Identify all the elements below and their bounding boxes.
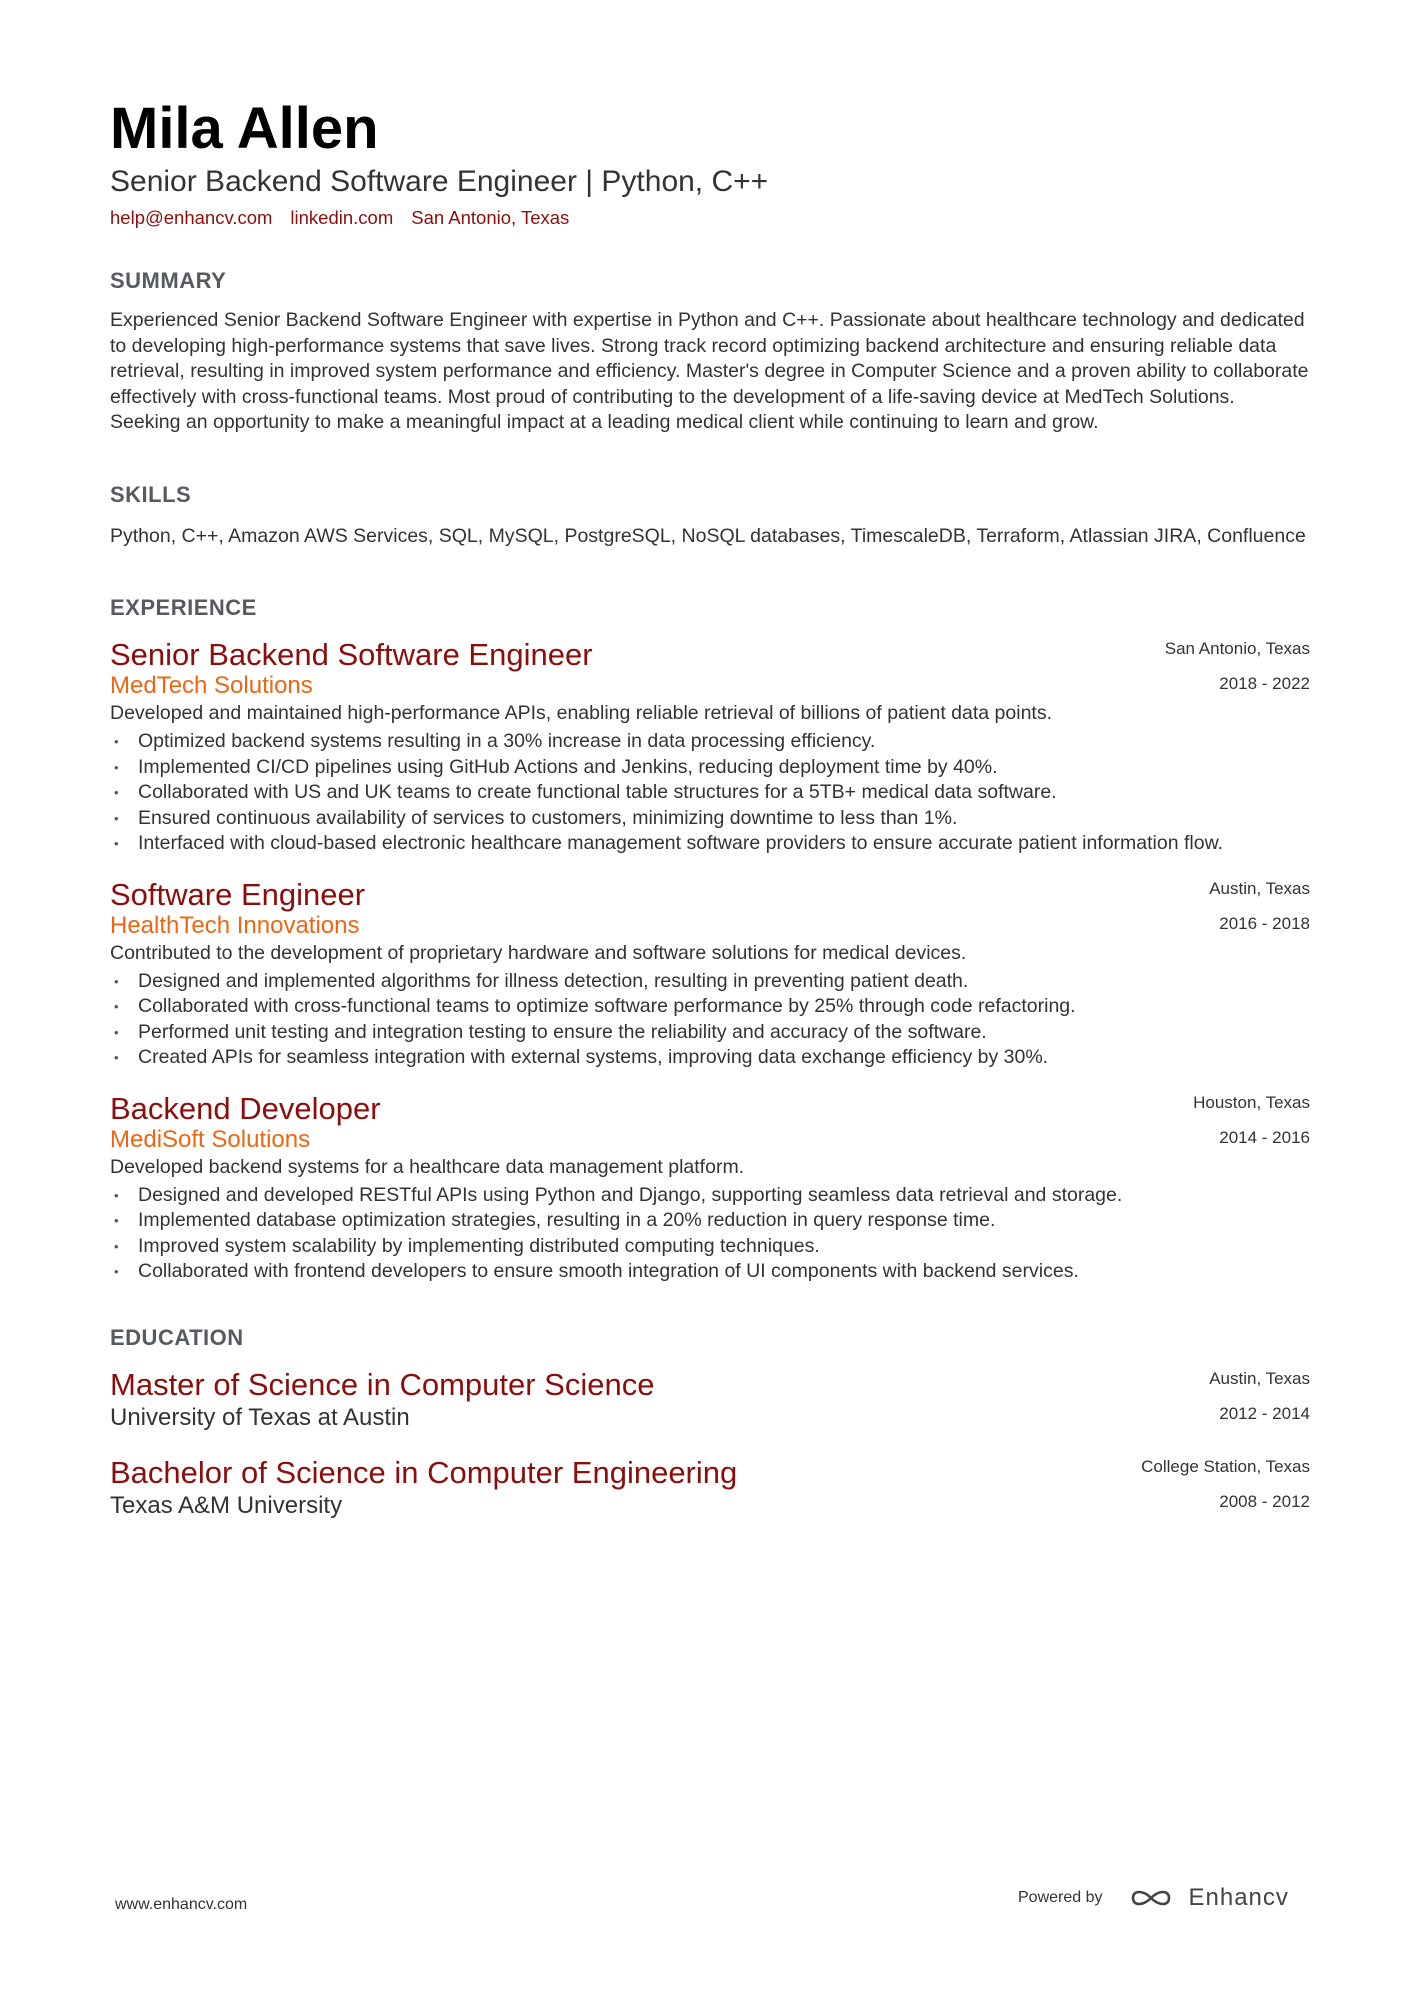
job-bullet: • Interfaced with cloud-based electronic healthcare management software providers to ensure accurate patient information flow. [110,831,1310,857]
candidate-name: Mila Allen [110,96,379,161]
experience-entry [110,1091,1310,1285]
job-dates: 2018 - 2022 [1219,674,1310,693]
job-bullet: • Created APIs for seamless integration with external systems, improving data exchange efficiency by 30%. [110,1045,1310,1071]
job-bullets [110,969,1310,1071]
school-name: University of Texas at Austin [110,1403,410,1431]
education-dates: 2008 - 2012 [1219,1491,1310,1511]
degree-title: Master of Science in Computer Science [110,1366,655,1402]
job-company: HealthTech Innovations [110,911,360,939]
job-bullet: • Designed and developed RESTful APIs using Python and Django, supporting seamless data retrieval and storage. [110,1183,1310,1209]
skills-title: SKILLS [110,481,192,507]
education-meta [1141,1455,1310,1514]
job-location: Houston, Texas [1193,1092,1310,1112]
footer-website[interactable]: www.enhancv.com [115,1896,248,1913]
job-bullet: • Performed unit testing and integration testing to ensure the reliability and accuracy of the software. [110,1020,1310,1046]
job-bullets [110,729,1310,857]
job-bullet: • Collaborated with US and UK teams to create functional table structures for a 5TB+ medical data software. [110,780,1310,806]
job-dates: 2016 - 2018 [1219,913,1310,933]
summary-text: Experienced Senior Backend Software Engineer with expertise in Python and C++. Passionate about healthcare technology and dedicated to developing high-performance systems that save lives. Strong track record optimizing backend architecture and ensuring reliable data retrieval, resulting in improved system performance and efficiency. Master's degree in Computer Science and a proven ability to collaborate effectively with cross-functional teams. Most proud of contributing to the development of a life-saving device at MedTech Solutions. Seeking an opportunity to make a meaningful impact at a leading medical client while continuing to learn and grow. [110,309,1309,433]
brand-link[interactable] [1129,1884,1289,1912]
job-dates: 2014 - 2016 [1219,1127,1310,1147]
job-bullet: • Collaborated with frontend developers to ensure smooth integration of UI components with backend services. [110,1259,1310,1285]
brand-name: Enhancv [1188,1884,1289,1911]
degree-title: Bachelor of Science in Computer Engineering [110,1454,738,1490]
job-description: Developed and maintained high-performance APIs, enabling reliable retrieval of billions of patient data points. [110,702,1052,724]
job-bullets [110,1183,1310,1285]
contact-location: San Antonio, Texas [411,207,570,228]
education-dates: 2012 - 2014 [1219,1403,1310,1423]
summary-section [110,268,1310,436]
job-bullet: • Optimized backend systems resulting in a 30% increase in data processing efficiency. [110,729,1310,755]
job-meta [1193,1091,1310,1150]
job-bullet: • Implemented CI/CD pipelines using GitHub Actions and Jenkins, reducing deployment time by 40%. [110,755,1310,781]
education-section [110,1325,1310,1521]
skills-section [110,482,1310,550]
experience-entry [110,877,1310,1071]
skills-text: Python, C++, Amazon AWS Services, SQL, MySQL, PostgreSQL, NoSQL databases, TimescaleDB, Terraform, Atlassian JIRA, Confluence [110,524,1306,547]
job-title: Backend Developer [110,1090,381,1126]
job-bullet: • Designed and implemented algorithms for illness detection, resulting in preventing patient death. [110,969,1310,995]
education-meta [1209,1367,1310,1426]
enhancv-logo-icon [1129,1886,1175,1910]
job-title: Software Engineer [110,876,366,912]
education-title: EDUCATION [110,1324,244,1350]
job-location: Austin, Texas [1209,878,1310,898]
experience-entry [110,637,1310,857]
experience-section [110,595,1310,1285]
job-description: Developed backend systems for a healthcare data management platform. [110,1155,745,1178]
education-location: College Station, Texas [1141,1456,1310,1476]
job-bullet: • Collaborated with cross-functional teams to optimize software performance by 25% through code refactoring. [110,994,1310,1020]
job-company: MedTech Solutions [110,672,313,699]
job-company: MediSoft Solutions [110,1125,311,1153]
job-title: Senior Backend Software Engineer [110,637,593,672]
powered-by-label: Powered by [1018,1889,1103,1906]
job-bullet: • Improved system scalability by implementing distributed computing techniques. [110,1234,1310,1260]
contact-linkedin[interactable]: linkedin.com [290,207,394,228]
candidate-headline: Senior Backend Software Engineer | Python, C++ [110,165,769,198]
contact-email[interactable]: help@enhancv.com [110,207,273,228]
education-entry [110,1367,1310,1433]
education-entry [110,1455,1310,1521]
contact-info [110,206,1310,230]
school-name: Texas A&M University [110,1491,343,1519]
job-description: Contributed to the development of proprietary hardware and software solutions for medical devices. [110,941,967,964]
resume-page [110,96,1310,1521]
job-location: San Antonio, Texas [1164,639,1310,658]
job-meta [1165,637,1310,696]
summary-title: SUMMARY [110,268,227,293]
job-meta [1209,877,1310,936]
job-bullet: • Implemented database optimization strategies, resulting in a 20% reduction in query response time. [110,1208,1310,1234]
job-bullet: • Ensured continuous availability of services to customers, minimizing downtime to less than 1%. [110,806,1310,832]
education-location: Austin, Texas [1209,1368,1310,1388]
footer-branding [1018,1884,1289,1912]
experience-title: EXPERIENCE [110,595,257,620]
